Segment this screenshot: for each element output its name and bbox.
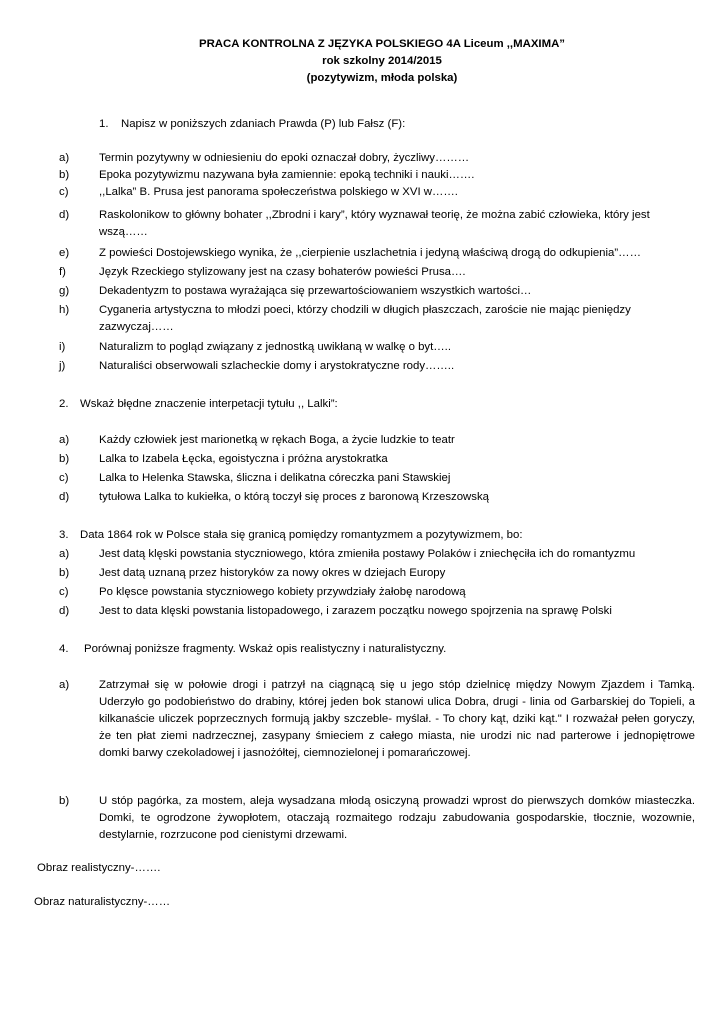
item-label: b) — [59, 795, 70, 807]
list-item — [59, 358, 695, 375]
q2-number: 2. — [59, 398, 69, 410]
list-item — [59, 264, 695, 281]
item-text: Jest datą uznaną przez historyków za nowy okres w dziejach Europy — [99, 567, 446, 579]
item-label: d) — [59, 605, 70, 617]
list-item — [59, 432, 695, 449]
item-text: Naturaliści obserwowali szlacheckie domy i arystokratyczne rody…….. — [99, 360, 455, 372]
item-text: Termin pozytywny w odniesieniu do epoki oznaczał dobry, życzliwy……… — [99, 152, 470, 164]
item-text: Jest to data klęski powstania listopadowego, i zarazem początku nowego spojrzenia na sprawę Polski — [99, 605, 612, 617]
item-text: Lalka to Izabela Łęcka, egoistyczna i próżna arystokratka — [99, 453, 388, 465]
q3-number: 3. — [59, 529, 69, 541]
item-text: Raskolonikow to główny bohater ,,Zbrodni i kary”, który wyznawał teorię, że można zabić człowieka, który jest wszą…… — [99, 209, 650, 238]
item-label: f) — [59, 266, 66, 278]
item-label: j) — [59, 360, 66, 372]
item-text: Po klęsce powstania styczniowego kobiety przywdziały żałobę narodową — [99, 586, 466, 598]
q2-text: Wskaż błędne znaczenie interpetacji tytułu ,, Lalki”: — [80, 398, 338, 410]
q1-text: Napisz w poniższych zdaniach Prawda (P) lub Fałsz (F): — [121, 118, 406, 130]
header-topic: (pozytywizm, młoda polska) — [306, 72, 458, 84]
list-item — [59, 603, 695, 620]
list-item — [59, 283, 695, 300]
item-text: Naturalizm to pogląd związany z jednostką uwikłaną w walkę o byt….. — [99, 341, 452, 353]
item-text: Z powieści Dostojewskiego wynika, że ,,cierpienie uszlachetnia i jedyną właściwą drogą do odkupienia”…… — [99, 247, 641, 259]
list-item — [59, 184, 695, 201]
fragment-b-text: U stóp pagórka, za mostem, aleja wysadzana młodą osiczyną prowadzi wprost do pierwszych domków miasteczka. Domki, te ogrodzone żywopłotem, otaczają rozmaitego rodzaju zabudowania gospodarskie, tłocznie, wozownie, destylarnie, rozrzucone pod cienistymi drzewami. — [99, 795, 695, 841]
list-item — [59, 207, 695, 241]
list-item — [59, 489, 695, 506]
item-label: d) — [59, 491, 70, 503]
answer-naturalistic: Obraz naturalistyczny-…… — [34, 896, 171, 908]
item-text: tytułowa Lalka to kukiełka, o którą toczył się proces z baronową Krzeszowską — [99, 491, 489, 503]
item-text: Cyganeria artystyczna to młodzi poeci, którzy chodzili w długich płaszczach, zaroście nie mając pieniędzy zazwyczaj…… — [99, 304, 631, 333]
list-item — [59, 546, 695, 563]
q4-text: Porównaj poniższe fragmenty. Wskaż opis realistyczny i naturalistyczny. — [84, 643, 447, 655]
item-text: Każdy człowiek jest marionetką w rękach Boga, a życie ludzkie to teatr — [99, 434, 455, 446]
list-item — [59, 451, 695, 468]
document-header — [0, 36, 724, 87]
answer-realistic: Obraz realistyczny-……. — [37, 862, 161, 874]
item-text: ,,Lalka” B. Prusa jest panorama społeczeństwa polskiego w XVI w……. — [99, 186, 458, 198]
q4-number: 4. — [59, 643, 69, 655]
list-item — [59, 584, 695, 601]
item-label: c) — [59, 472, 69, 484]
list-item — [59, 245, 695, 262]
item-text: Język Rzeckiego stylizowany jest na czasy bohaterów powieści Prusa…. — [99, 266, 466, 278]
list-item — [59, 339, 695, 356]
item-label: e) — [59, 247, 70, 259]
item-label: g) — [59, 285, 70, 297]
list-item — [59, 167, 695, 184]
item-label: c) — [59, 186, 69, 198]
item-label: c) — [59, 586, 69, 598]
item-label: b) — [59, 567, 70, 579]
item-label: a) — [59, 434, 70, 446]
item-text: Dekadentyzm to postawa wyrażająca się przewartościowaniem wszystkich wartości… — [99, 285, 532, 297]
fragment-a-text: Zatrzymał się w połowie drogi i patrzył na ciągnącą się u jego stóp dzielnicę między Nowym Zjazdem i Tamką. Uderzyło go podobieństwo do drabiny, której jeden bok stanowi ulica Dobra, drugi - linia od Garbarskiej do Topieli, a kilkanaście uliczek poprzecznych formują jakby szczeble- myślał. - To chory kąt, dziki kąt." I rozważał pełen goryczy, że ten płat ziemi nadrzecznej, zasypany śmieciem z całego miasta, nie urodzi nic nad parterowe i jednopiętrowe domki barwy czekoladowej i jasnożółtej, ciemnozielonej i pomarańczowej. — [99, 679, 695, 759]
list-item — [59, 150, 695, 167]
item-label: h) — [59, 304, 70, 316]
item-label: d) — [59, 209, 70, 221]
item-label: a) — [59, 548, 70, 560]
item-label: i) — [59, 341, 66, 353]
item-text: Epoka pozytywizmu nazywana była zamiennie: epoką techniki i nauki……. — [99, 169, 475, 181]
header-title: PRACA KONTROLNA Z JĘZYKA POLSKIEGO 4A Liceum ,,MAXIMA” — [198, 38, 565, 50]
item-text: Lalka to Helenka Stawska, śliczna i delikatna córeczka pani Stawskiej — [99, 472, 451, 484]
list-item — [59, 565, 695, 582]
item-label: a) — [59, 679, 70, 691]
list-item — [59, 302, 695, 336]
item-label: b) — [59, 169, 70, 181]
item-label: a) — [59, 152, 70, 164]
item-text: Jest datą klęski powstania styczniowego, która zmieniła postawy Polaków i zniechęciła ich do romantyzmu — [99, 548, 636, 560]
q3-text: Data 1864 rok w Polsce stała się granicą pomiędzy romantyzmem a pozytywizmem, bo: — [80, 529, 523, 541]
q1-number: 1. — [99, 118, 109, 130]
list-item — [59, 470, 695, 487]
header-year: rok szkolny 2014/2015 — [322, 55, 442, 67]
item-label: b) — [59, 453, 70, 465]
